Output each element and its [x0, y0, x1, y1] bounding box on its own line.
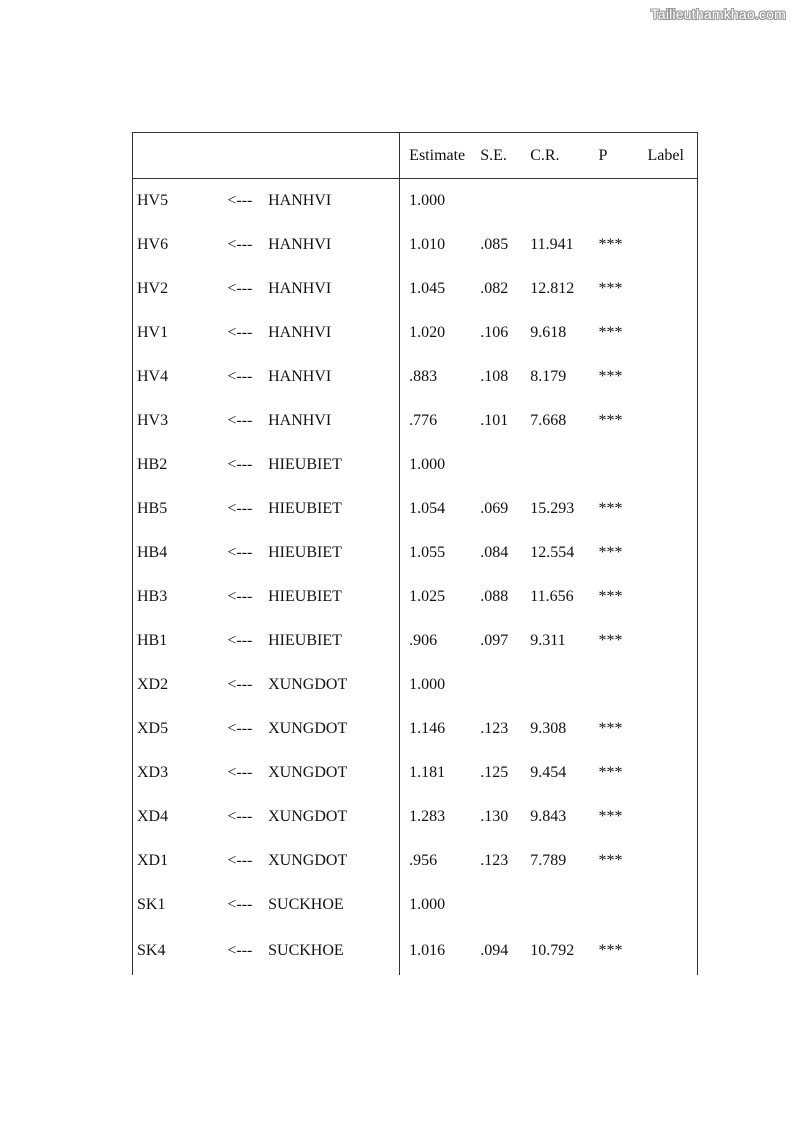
table-row — [133, 311, 698, 355]
cell-latent-variable: HANHVI — [268, 324, 332, 341]
cell-estimate: 1.000 — [400, 663, 481, 707]
table-row — [133, 575, 698, 619]
cell-cr — [530, 663, 598, 707]
cell-arrow: <--- — [227, 764, 253, 781]
cell-p: *** — [598, 412, 623, 429]
cell-observed-variable: HB1 — [133, 619, 228, 663]
cell-se: .094 — [480, 942, 509, 959]
cell-p: *** — [598, 852, 623, 869]
cell-estimate: .956 — [400, 839, 481, 883]
regression-weights-table — [132, 132, 698, 975]
cell-cr: 9.618 — [530, 324, 567, 341]
cell-latent-variable: XUNGDOT — [268, 720, 348, 737]
cell-estimate: 1.055 — [400, 531, 481, 575]
cell-latent-variable: HANHVI — [268, 192, 332, 209]
cell-p: *** — [598, 236, 623, 253]
cell-latent-variable: SUCKHOE — [268, 896, 344, 913]
table-row — [133, 751, 698, 795]
header-p: P — [599, 133, 648, 179]
cell-latent-variable: HANHVI — [268, 368, 332, 385]
cell-cr: 9.843 — [530, 808, 567, 825]
cell-latent-variable: XUNGDOT — [268, 808, 348, 825]
table-body — [133, 179, 698, 976]
cell-arrow: <--- — [227, 412, 253, 429]
cell-label — [647, 883, 697, 927]
cell-estimate: 1.025 — [400, 575, 481, 619]
cell-arrow: <--- — [227, 280, 253, 297]
cell-estimate: .883 — [400, 355, 481, 399]
cell-se: .069 — [480, 500, 509, 517]
cell-arrow: <--- — [227, 632, 253, 649]
cell-latent-variable: SUCKHOE — [268, 942, 344, 959]
cell-se: .084 — [480, 544, 509, 561]
cell-se: .085 — [480, 236, 509, 253]
header-blank-arrow — [227, 133, 268, 179]
cell-latent-variable: HIEUBIET — [268, 544, 342, 561]
cell-se: .088 — [480, 588, 509, 605]
table-header-row — [133, 133, 698, 179]
table-row — [133, 663, 698, 707]
cell-observed-variable: HB3 — [133, 575, 228, 619]
cell-se: .106 — [480, 324, 509, 341]
cell-arrow: <--- — [227, 720, 253, 737]
table-row — [133, 179, 698, 224]
cell-se: .130 — [480, 808, 509, 825]
cell-arrow: <--- — [227, 456, 253, 473]
cell-cr — [530, 179, 598, 224]
cell-se: .123 — [480, 852, 509, 869]
cell-p: *** — [598, 324, 623, 341]
cell-arrow: <--- — [227, 896, 253, 913]
cell-cr: 10.792 — [530, 942, 575, 959]
cell-estimate: 1.020 — [400, 311, 481, 355]
cell-arrow: <--- — [227, 236, 253, 253]
cell-observed-variable: HV4 — [133, 355, 228, 399]
cell-arrow: <--- — [227, 368, 253, 385]
cell-observed-variable: HV5 — [133, 179, 228, 224]
cell-observed-variable: XD2 — [133, 663, 228, 707]
cell-latent-variable: HANHVI — [268, 280, 332, 297]
cell-estimate: 1.000 — [400, 883, 481, 927]
cell-cr: 12.812 — [530, 280, 575, 297]
cell-label — [647, 619, 697, 663]
cell-p: *** — [598, 808, 623, 825]
cell-estimate: 1.045 — [400, 267, 481, 311]
table-row — [133, 839, 698, 883]
cell-latent-variable: HANHVI — [268, 236, 332, 253]
cell-cr — [530, 443, 598, 487]
table-row — [133, 883, 698, 927]
table-row — [133, 927, 698, 975]
cell-observed-variable: HV1 — [133, 311, 228, 355]
cell-observed-variable: XD5 — [133, 707, 228, 751]
cell-latent-variable: XUNGDOT — [268, 764, 348, 781]
cell-se: .097 — [480, 632, 509, 649]
cell-p: *** — [598, 720, 623, 737]
cell-p: *** — [598, 588, 623, 605]
cell-estimate: 1.146 — [400, 707, 481, 751]
cell-arrow: <--- — [227, 324, 253, 341]
cell-cr: 11.941 — [530, 236, 574, 253]
cell-se: .123 — [480, 720, 509, 737]
header-blank-latent — [268, 133, 400, 179]
cell-observed-variable: SK1 — [133, 883, 228, 927]
cell-p: *** — [598, 368, 623, 385]
cell-observed-variable: HV6 — [133, 223, 228, 267]
cell-se — [480, 663, 530, 707]
cell-arrow: <--- — [227, 544, 253, 561]
table-row — [133, 399, 698, 443]
cell-cr: 12.554 — [530, 544, 575, 561]
cell-cr — [530, 883, 598, 927]
cell-cr: 9.454 — [530, 764, 567, 781]
cell-cr: 15.293 — [530, 500, 575, 517]
cell-p — [599, 443, 648, 487]
table-row — [133, 223, 698, 267]
cell-observed-variable: XD1 — [133, 839, 228, 883]
cell-label — [647, 267, 697, 311]
regression-weights-table-wrap — [132, 132, 698, 975]
cell-cr: 8.179 — [530, 368, 567, 385]
cell-se: .108 — [480, 368, 509, 385]
cell-observed-variable: HV2 — [133, 267, 228, 311]
cell-arrow: <--- — [227, 588, 253, 605]
cell-observed-variable: HB4 — [133, 531, 228, 575]
cell-latent-variable: HIEUBIET — [268, 456, 342, 473]
cell-p: *** — [598, 764, 623, 781]
header-se: S.E. — [480, 133, 530, 179]
cell-label — [647, 311, 697, 355]
table-row — [133, 487, 698, 531]
cell-estimate: .906 — [400, 619, 481, 663]
cell-cr: 7.668 — [530, 412, 567, 429]
cell-label — [647, 751, 697, 795]
watermark: Tailieuthamkhao.com — [650, 6, 786, 22]
cell-arrow: <--- — [227, 852, 253, 869]
header-estimate: Estimate — [400, 133, 481, 179]
cell-arrow: <--- — [227, 192, 253, 209]
cell-se — [480, 179, 530, 224]
cell-estimate: 1.181 — [400, 751, 481, 795]
cell-estimate: 1.000 — [400, 179, 481, 224]
cell-p: *** — [598, 942, 623, 959]
cell-label — [647, 443, 697, 487]
cell-latent-variable: HIEUBIET — [268, 632, 342, 649]
cell-p: *** — [598, 632, 623, 649]
cell-label — [647, 839, 697, 883]
table-row — [133, 355, 698, 399]
cell-label — [647, 355, 697, 399]
cell-observed-variable: XD3 — [133, 751, 228, 795]
cell-label — [647, 575, 697, 619]
cell-se: .101 — [480, 412, 509, 429]
cell-cr: 9.311 — [530, 632, 566, 649]
cell-arrow: <--- — [227, 942, 253, 959]
cell-se — [480, 443, 530, 487]
cell-arrow: <--- — [227, 676, 253, 693]
cell-observed-variable: HV3 — [133, 399, 228, 443]
cell-estimate: 1.283 — [400, 795, 481, 839]
header-label: Label — [647, 133, 697, 179]
cell-estimate: 1.010 — [400, 223, 481, 267]
cell-estimate: 1.054 — [400, 487, 481, 531]
table-row — [133, 531, 698, 575]
cell-se — [480, 883, 530, 927]
cell-label — [647, 927, 697, 975]
cell-estimate: 1.016 — [400, 927, 481, 975]
cell-p: *** — [598, 280, 623, 297]
cell-estimate: .776 — [400, 399, 481, 443]
cell-label — [647, 487, 697, 531]
cell-cr: 7.789 — [530, 852, 567, 869]
cell-label — [647, 707, 697, 751]
cell-p: *** — [598, 544, 623, 561]
cell-p — [599, 883, 648, 927]
cell-cr: 11.656 — [530, 588, 574, 605]
cell-se: .125 — [480, 764, 509, 781]
cell-cr: 9.308 — [530, 720, 567, 737]
cell-latent-variable: HIEUBIET — [268, 500, 342, 517]
cell-label — [647, 223, 697, 267]
table-row — [133, 443, 698, 487]
cell-p — [599, 179, 648, 224]
cell-estimate: 1.000 — [400, 443, 481, 487]
cell-latent-variable: XUNGDOT — [268, 676, 348, 693]
cell-observed-variable: HB5 — [133, 487, 228, 531]
table-row — [133, 267, 698, 311]
cell-latent-variable: HANHVI — [268, 412, 332, 429]
cell-observed-variable: HB2 — [133, 443, 228, 487]
cell-latent-variable: XUNGDOT — [268, 852, 348, 869]
cell-label — [647, 531, 697, 575]
cell-label — [647, 399, 697, 443]
cell-p — [599, 663, 648, 707]
cell-observed-variable: XD4 — [133, 795, 228, 839]
table-row — [133, 795, 698, 839]
cell-observed-variable: SK4 — [133, 927, 228, 975]
table-row — [133, 619, 698, 663]
cell-arrow: <--- — [227, 500, 253, 517]
header-blank-obs — [133, 133, 228, 179]
header-cr: C.R. — [530, 133, 598, 179]
cell-latent-variable: HIEUBIET — [268, 588, 342, 605]
cell-arrow: <--- — [227, 808, 253, 825]
table-row — [133, 707, 698, 751]
cell-se: .082 — [480, 280, 509, 297]
cell-label — [647, 663, 697, 707]
cell-label — [647, 795, 697, 839]
cell-label — [647, 179, 697, 224]
cell-p: *** — [598, 500, 623, 517]
